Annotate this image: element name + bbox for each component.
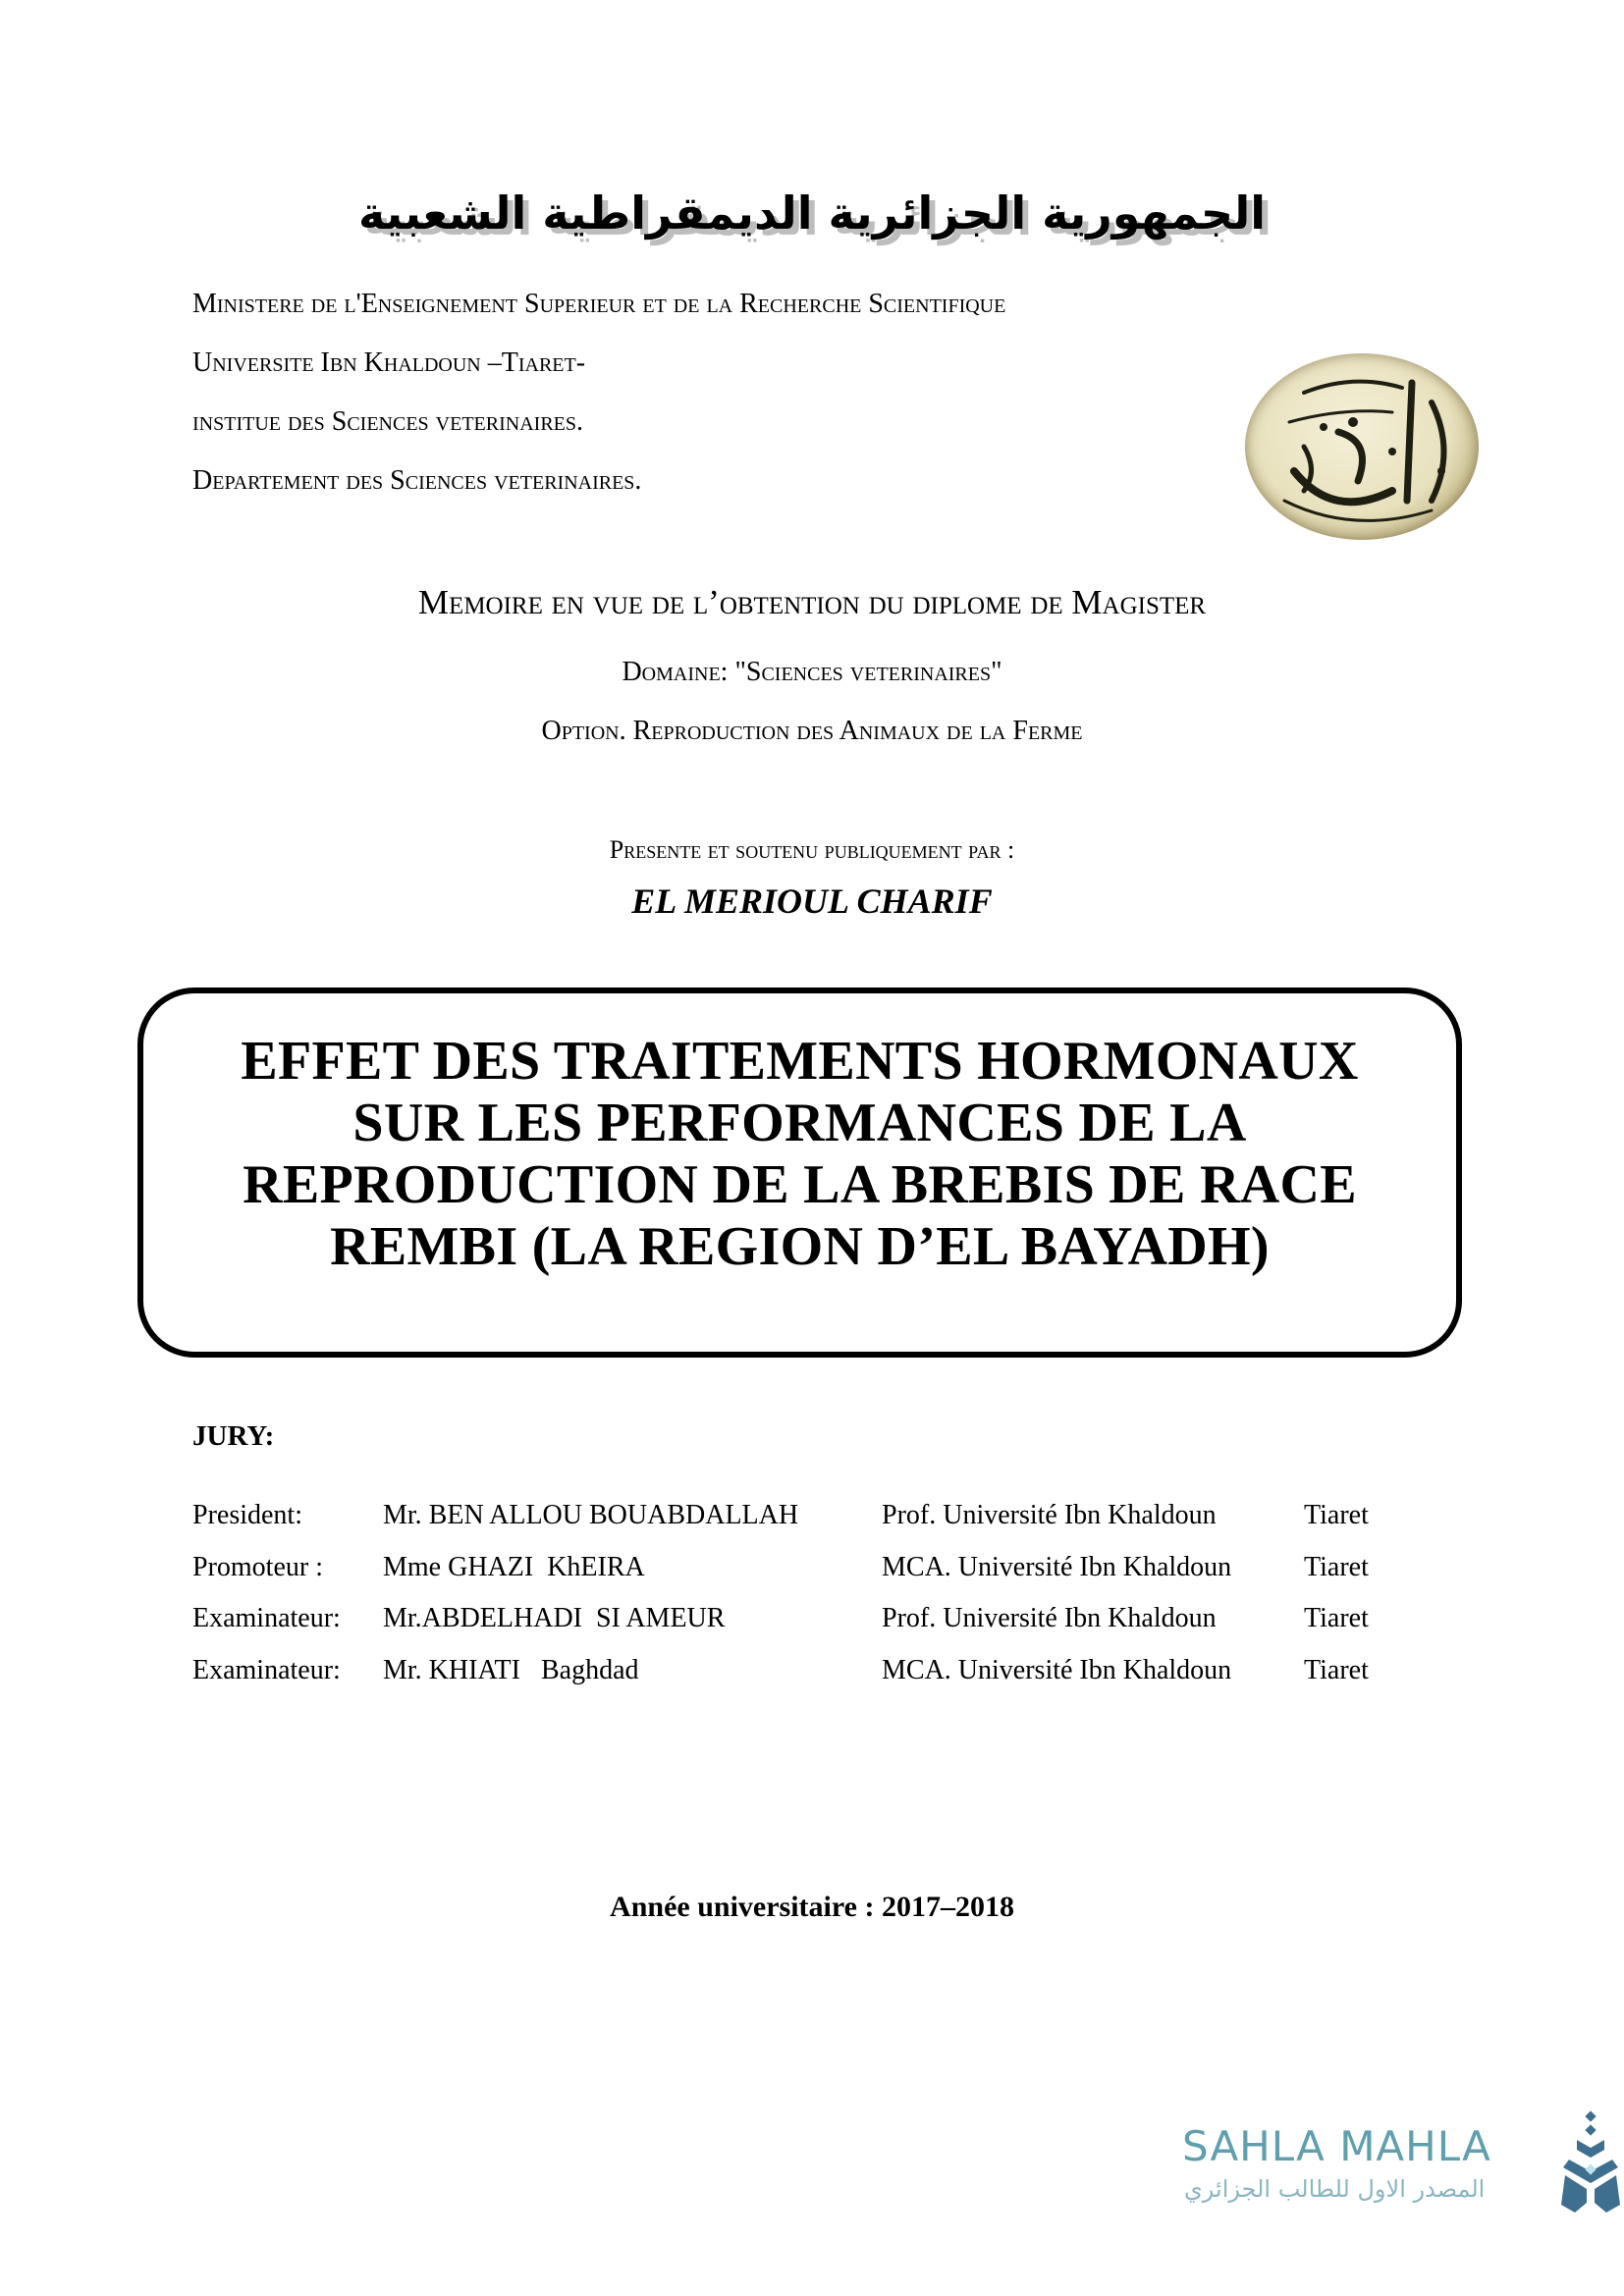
presenter-label: Presente et soutenu publiquement par : — [609, 835, 1015, 864]
jury-institution: Prof. Université Ibn Khaldoun — [882, 1500, 1217, 1530]
institute-line: institue des Sciences veterinaires. — [192, 406, 583, 437]
department-line: Departement des Sciences veterinaires. — [192, 465, 642, 496]
republic-arabic-title: الجمهورية الجزائرية الديمقراطية الشعبية — [357, 187, 1267, 240]
thesis-title-line: REPRODUCTION DE LA BREBIS DE RACE — [243, 1154, 1357, 1215]
jury-city: Tiaret — [1304, 1500, 1369, 1530]
academic-year: Année universitaire : 2017–2018 — [610, 1891, 1014, 1923]
jury-institution: MCA. Université Ibn Khaldoun — [882, 1551, 1232, 1582]
thesis-title-line: REMBI (LA REGION D’EL BAYADH) — [330, 1216, 1270, 1277]
thesis-title-line: EFFET DES TRAITEMENTS HORMONAUX — [241, 1031, 1359, 1092]
thesis-title-line: SUR LES PERFORMANCES DE LA — [352, 1093, 1247, 1153]
jury-name: Mr.ABDELHADI SI AMEUR — [383, 1603, 726, 1633]
thesis-title — [143, 1031, 1456, 1278]
brand-calligraphy-icon — [1559, 2110, 1622, 2218]
university-line: Universite Ibn Khaldoun –Tiaret- — [192, 347, 586, 378]
jury-name: Mr. KHIATI Baghdad — [383, 1654, 639, 1685]
ministry-line: Ministere de l'Enseignement Superieur et de la Recherche Scientifique — [192, 289, 1006, 319]
jury-city: Tiaret — [1304, 1654, 1369, 1685]
author-name: EL MERIOUL CHARIF — [631, 881, 993, 921]
jury-role: President: — [192, 1500, 302, 1530]
jury-role: Promoteur : — [192, 1551, 323, 1582]
jury-institution: Prof. Université Ibn Khaldoun — [882, 1603, 1217, 1633]
brand-tagline: المصدر الاول للطالب الجزائري — [1184, 2175, 1486, 2203]
university-seal-icon — [1245, 353, 1479, 540]
jury-role: Examinateur: — [192, 1603, 341, 1633]
jury-name: Mr. BEN ALLOU BOUABDALLAH — [383, 1500, 799, 1530]
thesis-title-box — [137, 988, 1462, 1358]
jury-heading: JURY: — [192, 1420, 275, 1452]
jury-city: Tiaret — [1304, 1551, 1369, 1582]
memoire-heading: Memoire en vue de l’obtention du diplome de Magister — [417, 583, 1207, 621]
jury-role: Examinateur: — [192, 1654, 341, 1685]
jury-institution: MCA. Université Ibn Khaldoun — [882, 1654, 1232, 1685]
jury-name: Mme GHAZI KhEIRA — [383, 1551, 645, 1582]
domaine-line: Domaine: "Sciences veterinaires" — [622, 657, 1002, 687]
sahla-mahla-watermark — [1178, 2110, 1610, 2218]
brand-name: SAHLA MAHLA — [1182, 2122, 1491, 2170]
jury-city: Tiaret — [1304, 1603, 1369, 1633]
option-line: Option. Reproduction des Animaux de la Ferme — [541, 716, 1083, 746]
